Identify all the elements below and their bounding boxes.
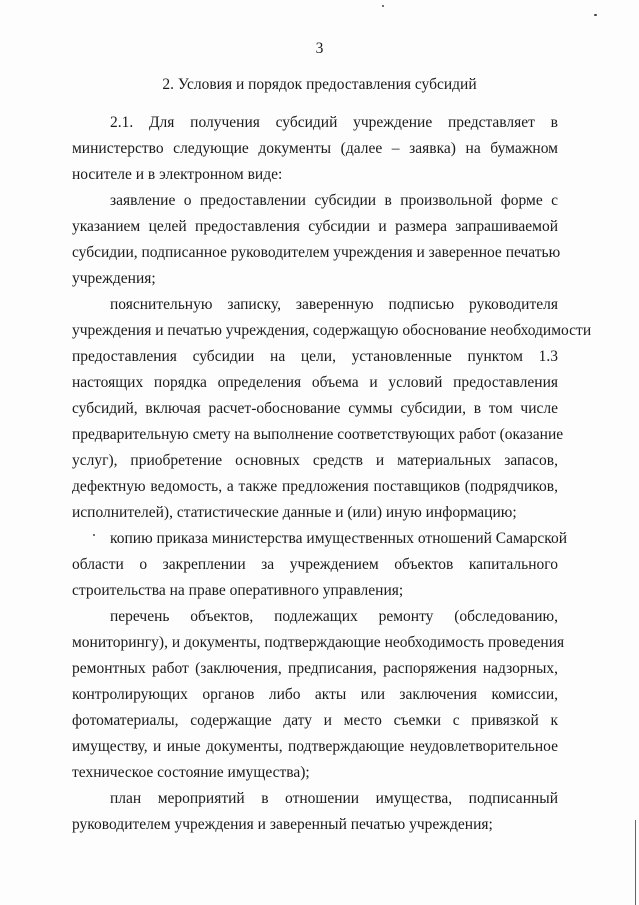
text-line: предоставления субсидии на цели, установленные пунктом 1.3	[72, 348, 558, 365]
text-line: исполнителей), статистические данные и (или) иную информацию;	[72, 504, 517, 521]
scan-speck	[93, 534, 95, 536]
section-title: 2. Условия и порядок предоставления субсидий	[162, 76, 477, 93]
scan-edge-line	[635, 820, 636, 905]
text-line: учреждения и печатью учреждения, содержащую обоснование необходимости	[72, 322, 592, 339]
text-line: ремонтных работ (заключения, предписания, распоряжения надзорных,	[72, 660, 558, 677]
text-line: заявление о предоставлении субсидии в произвольной форме с	[110, 192, 558, 209]
text-line: пояснительную записку, заверенную подписью руководителя	[110, 296, 558, 313]
text-line: мониторингу), и документы, подтверждающие необходимость проведения	[72, 634, 565, 651]
text-line: дефектную ведомость, а также предложения поставщиков (подрядчиков,	[72, 478, 558, 495]
text-line: руководителем учреждения и заверенный печатью учреждения;	[72, 816, 493, 833]
text-line: услуг), приобретение основных средств и материальных запасов,	[72, 452, 558, 469]
text-line: строительства на праве оперативного управления;	[72, 582, 404, 599]
text-line: указанием целей предоставления субсидии и размера запрашиваемой	[72, 218, 558, 235]
text-line: контролирующих органов либо акты или заключения комиссии,	[72, 686, 558, 703]
text-line: министерство следующие документы (далее – заявка) на бумажном	[72, 140, 558, 157]
text-line: носителе и в электронном виде:	[72, 166, 283, 183]
text-line: учреждения;	[72, 270, 156, 287]
text-line: имуществу, и иные документы, подтверждающие неудовлетворительное	[72, 738, 558, 755]
scan-speck	[382, 5, 384, 7]
text-line: области о закреплении за учреждением объектов капитального	[72, 556, 558, 573]
text-line: фотоматериалы, содержащие дату и место съемки с привязкой к	[72, 712, 558, 729]
text-line: настоящих порядка определения объема и условий предоставления	[72, 374, 558, 391]
text-line: субсидии, подписанное руководителем учреждения и заверенное печатью	[72, 244, 561, 261]
text-line: предварительную смету на выполнение соответствующих работ (оказание	[72, 426, 564, 443]
text-line: техническое состояние имущества);	[72, 764, 310, 781]
page-number: 3	[315, 40, 324, 57]
text-line: субсидий, включая расчет-обоснование суммы субсидии, в том числе	[72, 400, 558, 417]
scan-speck	[594, 14, 597, 16]
text-line: перечень объектов, подлежащих ремонту (обследованию,	[110, 608, 558, 625]
text-line: план мероприятий в отношении имущества, подписанный	[110, 790, 558, 807]
text-line: копию приказа министерства имущественных отношений Самарской	[110, 530, 568, 547]
text-line: 2.1. Для получения субсидий учреждение представляет в	[110, 114, 558, 131]
